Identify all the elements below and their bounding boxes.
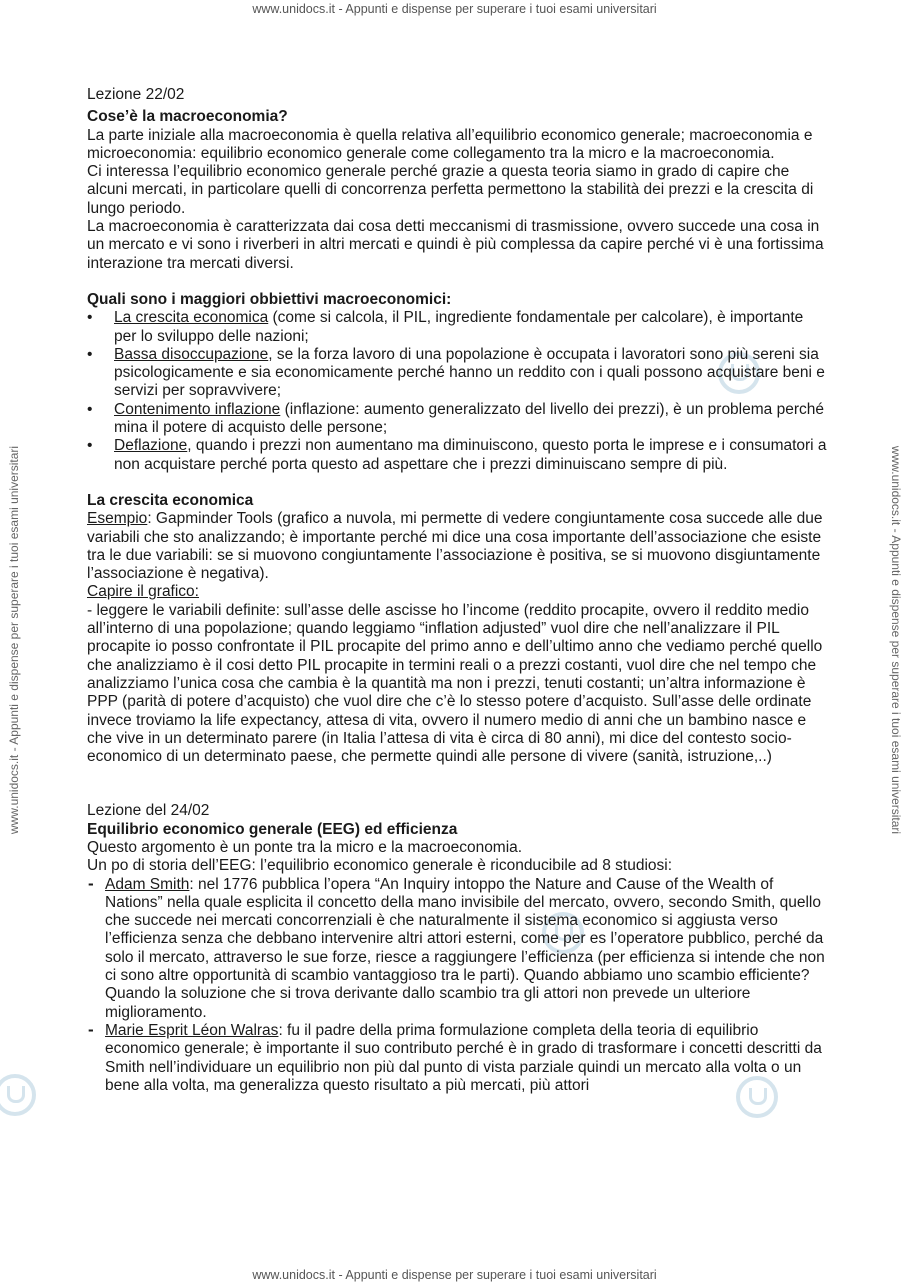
list-item: [87, 437, 827, 474]
section-heading: Cose’è la macroeconomia?: [87, 108, 288, 126]
paragraph: La parte iniziale alla macroeconomia è quella relativa all’equilibrio economico generale; macroeconomia e microeconomia: equilibrio economico generale come collegamento tra la micro e la macroeconomia.: [87, 126, 813, 162]
watermark-top: www.unidocs.it - Appunti e dispense per superare i tuoi esami universitari: [252, 2, 657, 16]
list-item-text: (inflazione: aumento generalizzato del livello dei prezzi), è un problema perché mina il potere di acquisto delle persone;: [114, 400, 824, 437]
list-item-text: , quando i prezzi non aumentano ma diminuiscono, questo porta le imprese e i consumatori a non acquistare perché porta questo ad aspettare che i prezzi diminuiscano sempre di più.: [114, 437, 827, 473]
watermark-logo-icon: [0, 1074, 36, 1116]
list-item-term: Adam Smith: [105, 875, 190, 893]
paragraph: Questo argomento è un ponte tra la micro e la macroeconomia.: [87, 838, 523, 856]
paragraph: Ci interessa l’equilibrio economico generale perché grazie a questa teoria siamo in grado di capire che alcuni mercati, in particolare quelli di concorrenza perfetta permettono la stabilità dei prezzi e la crescita di lungo periodo.: [87, 163, 814, 217]
example-label: Esempio: [87, 510, 148, 528]
list-item-term: Bassa disoccupazione: [114, 345, 269, 363]
list-item: [87, 401, 827, 438]
subheading: Capire il grafico:: [87, 583, 199, 601]
watermark-right: www.unidocs.it - Appunti e dispense per superare i tuoi esami universitari: [889, 445, 903, 835]
list-item: [87, 346, 827, 401]
list-item-term: Contenimento inflazione: [114, 400, 281, 418]
section-heading: Equilibrio economico generale (EEG) ed efficienza: [87, 820, 458, 838]
lesson-date: Lezione 22/02: [87, 86, 185, 103]
list-item: [87, 876, 827, 1022]
list-item-text: (come si calcola, il PIL, ingrediente fondamentale per calcolare), è importante per lo sviluppo delle nazioni;: [114, 309, 804, 345]
section-heading: Quali sono i maggiori obbiettivi macroeconomici:: [87, 290, 452, 308]
spacer: [87, 273, 827, 291]
list-item-term: Deflazione: [114, 437, 188, 455]
example-text: : Gapminder Tools (grafico a nuvola, mi permette di vedere congiuntamente cosa succede alle due variabili che sto analizzando; è importante perché mi dice una cosa importante dell’associazione che esiste tra le due variabili: se si muovono congiuntamente l’associazione è positiva, se si muovono disgiuntamente l’associazione è negativa).: [87, 510, 823, 583]
objectives-list: [87, 309, 827, 474]
paragraph: [87, 510, 827, 583]
list-item: [87, 1022, 827, 1095]
scholars-list: [87, 876, 827, 1096]
spacer: [87, 474, 827, 492]
list-item: [87, 309, 827, 346]
paragraph: Un po di storia dell’EEG: l’equilibrio economico generale è riconducibile ad 8 studiosi:: [87, 857, 673, 875]
paragraph: La macroeconomia è caratterizzata dai cosa detti meccanismi di trasmissione, ovvero succede una cosa in un mercato e vi sono i riverberi in altri mercati e quindi è più complessa da capire perché vi è una fortissima interazione tra mercati diversi.: [87, 218, 824, 272]
list-item-text: : nel 1776 pubblica l’opera “An Inquiry intoppo the Nature and Cause of the Wealth of Nations” nella quale esplicita il concetto della mano invisibile del mercato, ovvero, secondo Smith, quello che succede nei mercati concorrenziali è che naturalmente il sistema economico si aggiusta verso l’efficienza senza che debbano intervenire altri attori esterni, come per es l’operatore pubblico, perché da solo il mercato, attraverso le sue forze, riesce a raggiungere l’efficienza (per efficienza si intende che non ci sono altre opportunità di scambio vantaggioso tra le parti). Quando abbiamo uno scambio efficiente? Quando la soluzione che si trova derivante dallo scambio tra gli attori non prevede un ulteriore miglioramento.: [105, 875, 825, 1021]
list-item-term: La crescita economica: [114, 309, 269, 327]
section-heading: La crescita economica: [87, 491, 254, 509]
paragraph: - leggere le variabili definite: sull’asse delle ascisse ho l’income (reddito procapite, ovvero il reddito medio all’interno di una popolazione; quando leggiamo “inflation adjusted” vuol dire che nell’analizzare il PIL procapite io posso confrontate il PIL procapite del primo anno e dell’ultimo anno che vediamo perché quello che analizziamo è il cosi detto PIL procapite in termini reali o a prezzi costanti, vuol dire che nel tempo che analizziamo l’unica cosa che cambia è la quantità ma non i prezzi, tenuti costanti; un’altra informazione è PPP (parità di potere d’acquisto) che vuol dire che c’è lo stesso potere d’acquisto. Sull’asse delle ordinate invece troviamo la life expectancy, attesa di vita, ovvero il numero medio di anni che un bambino nasce e che vive in un determinato parere (in Italia l’attesa di vita è circa di 80 anni), mi dice del contesto socio-economico di un determinato paese, che permette quindi alle persone di vivere (sanità, istruzione,..): [87, 601, 823, 766]
list-item-text: : fu il padre della prima formulazione completa della teoria di equilibrio economico generale; è importante il suo contributo perché è in grado di trasformare i concetti descritti da Smith nell’individuare un equilibrio non più dal punto di vista parziale quindi un mercato alla volta o un bene alla volta, ma generalizza questo risultato a più mercati, più attori: [105, 1021, 822, 1094]
watermark-left: www.unidocs.it - Appunti e dispense per superare i tuoi esami universitari: [7, 445, 21, 835]
list-item-term: Marie Esprit Léon Walras: [105, 1021, 279, 1039]
document-page: [87, 86, 827, 1095]
spacer: [87, 766, 827, 802]
watermark-bottom: www.unidocs.it - Appunti e dispense per superare i tuoi esami universitari: [252, 1268, 657, 1282]
list-item-text: , se la forza lavoro di una popolazione è occupata i lavoratori sono più sereni sia psicologicamente e sia economicamente perché hanno un reddito con i quali possono acquistare beni e servizi per sopravvivere;: [114, 345, 825, 400]
lesson-date: Lezione del 24/02: [87, 802, 210, 820]
